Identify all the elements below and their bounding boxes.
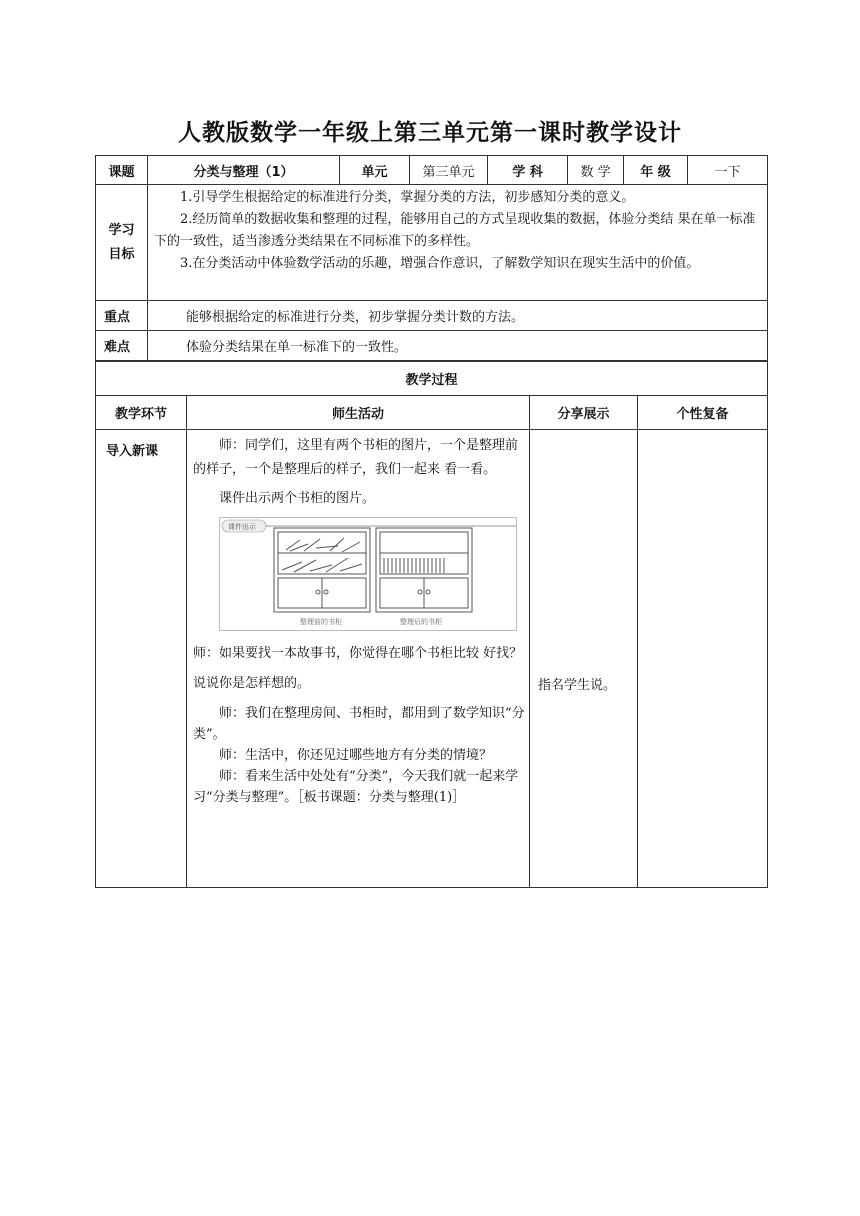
grade-value: 一下: [688, 156, 768, 185]
objectives-content: [148, 185, 768, 301]
personal-cell: [638, 430, 768, 888]
difficulty-text: 体验分类结果在单一标准下的一致性。: [148, 331, 768, 361]
messy-bookshelf: [274, 528, 370, 612]
info-row: [96, 156, 768, 185]
tidy-bookshelf: [376, 528, 472, 612]
activity-paragraph: 课件出示两个书柜的图片。: [219, 491, 376, 506]
activity-paragraph: 师：同学们，这里有两个书柜的图片，一个是整理前的样子，一个是整理后的样子，我们一起来 看一看。: [193, 438, 519, 477]
header-share: 分享展示: [530, 396, 638, 430]
bookshelf-illustration: [220, 518, 516, 630]
stage-label: 导入新课: [96, 430, 187, 888]
topic-value: 分类与整理（1）: [148, 156, 340, 185]
objectives-row: [96, 185, 768, 301]
activity-paragraph: 师：如果要找一本故事书，你觉得在哪个书柜比较 好找？说说你是怎样想的。: [193, 646, 523, 691]
process-header-row: [96, 396, 768, 430]
objectives-label: [96, 185, 148, 301]
activity-paragraph: 师：看来生活中处处有“分类”，今天我们就一起来学习“分类与整理”。［板书课题：分类与整理(1)］: [193, 769, 519, 805]
header-stage: 教学环节: [96, 396, 187, 430]
caption-before: 整理前的书柜: [300, 618, 342, 626]
key-point-row: [96, 301, 768, 331]
objective-item: 1.引导学生根据给定的标准进行分类，掌握分类的方法，初步感知分类的意义。: [180, 190, 635, 205]
difficulty-label: 难点: [96, 331, 148, 361]
figure-badge: 课件出示: [228, 523, 256, 531]
process-title-row: [96, 362, 768, 396]
activity-paragraph: 师：生活中，你还见过哪些地方有分类的情境？: [219, 748, 493, 763]
key-point-text: 能够根据给定的标准进行分类，初步掌握分类计数的方法。: [148, 301, 768, 331]
unit-value: 第三单元: [410, 156, 488, 185]
activity-paragraph: 师：我们在整理房间、书柜时，都用到了数学知识“分类”。: [193, 706, 525, 742]
process-row: [96, 430, 768, 888]
unit-label: 单元: [340, 156, 410, 185]
document-title: 人教版数学一年级上第三单元第一课时教学设计: [178, 120, 682, 146]
difficulty-row: [96, 331, 768, 361]
subject-label: 学 科: [488, 156, 568, 185]
objectives-label-line2: 目标: [108, 246, 135, 262]
key-point-label: 重点: [96, 301, 148, 331]
caption-after: 整理后的书柜: [400, 618, 442, 626]
process-title: 教学过程: [96, 362, 768, 396]
header-activity: 师生活动: [187, 396, 530, 430]
header-personal: 个性复备: [638, 396, 768, 430]
objectives-label-line1: 学习: [108, 222, 135, 238]
subject-value: 数 学: [568, 156, 624, 185]
topic-label: 课题: [96, 156, 148, 185]
grade-label: 年 级: [624, 156, 688, 185]
share-cell: 指名学生说。: [530, 430, 638, 888]
objective-item: 2.经历简单的数据收集和整理的过程，能够用自己的方式呈现收集的数据，体验分类结 果在单一标准下的一致性，适当渗透分类结果在不同标准下的多样性。: [154, 212, 756, 249]
bookshelf-figure: [219, 517, 517, 631]
objective-item: 3.在分类活动中体验数学活动的乐趣，增强合作意识，了解数学知识在现实生活中的价值。: [180, 256, 700, 271]
activity-cell: [187, 430, 530, 888]
process-table: [95, 361, 768, 888]
lesson-plan-table: [95, 155, 768, 361]
